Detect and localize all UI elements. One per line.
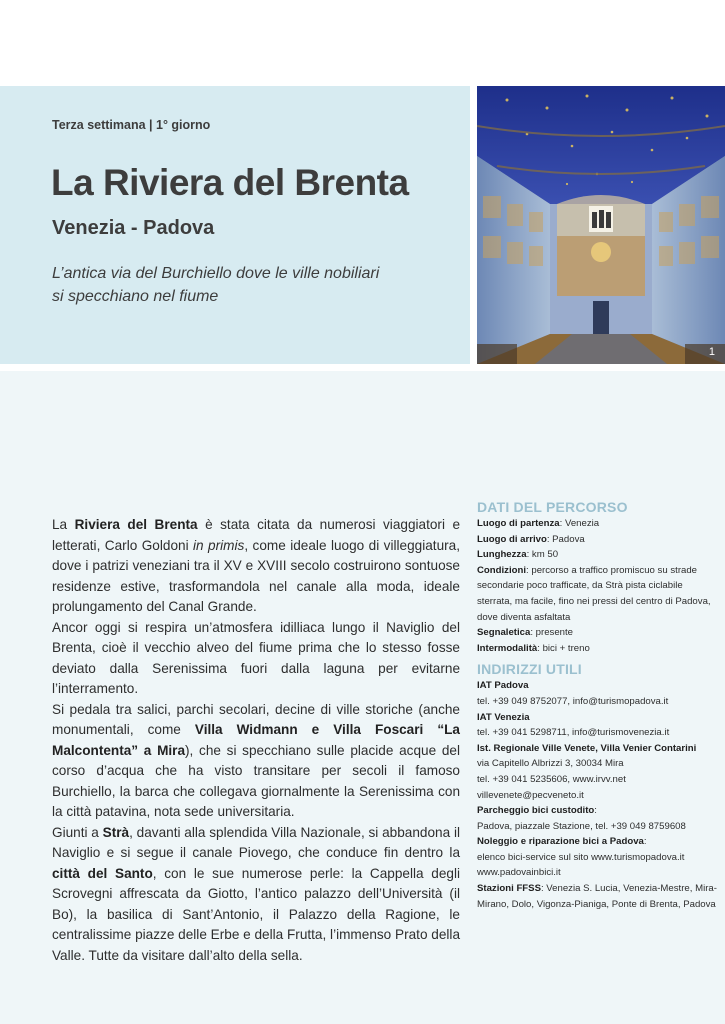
text-run: ), che si specchiano sulle placide acque del corso d’acqua che ha visto transitare per secoli il famoso Burchiello, la barca che collegava giornalmente la Serenissima con la città patavina, nota sede universitaria. xyxy=(52,742,460,819)
irvv-email: villevenete@pecveneto.it xyxy=(477,789,584,801)
week-day-label: Terza settimana | 1° giorno xyxy=(52,118,211,132)
text-run: è stata citata da numerosi viaggiatori e letterati, Carlo Goldoni xyxy=(52,517,461,553)
page-title: La Riviera del Brenta xyxy=(51,162,409,203)
route-label: Lunghezza xyxy=(477,549,527,561)
route-value: : km 50 xyxy=(526,549,559,561)
rental-label: Noleggio e riparazione bici a Padova xyxy=(477,836,644,848)
iat-padova-title: IAT Padova xyxy=(477,680,529,692)
route-value: : Venezia xyxy=(559,518,600,529)
bold-run: città del Santo xyxy=(52,865,153,881)
irvv-title: Ist. Regionale Ville Venete, Villa Venier Contarini xyxy=(477,742,697,754)
route-intermodality xyxy=(477,641,717,657)
parking-label: Parcheggio bici custodito xyxy=(477,805,595,817)
iat-venezia-title: IAT Venezia xyxy=(477,711,530,723)
route-end xyxy=(477,532,717,548)
paragraph-4 xyxy=(52,823,460,967)
route-label: Luogo di arrivo xyxy=(477,533,547,545)
route-subtitle: Venezia - Padova xyxy=(52,217,215,239)
bike-rental xyxy=(477,834,717,850)
stations-info: : Venezia S. Lucia, Venezia-Mestre, Mira-Mirano, Dolo, Vigonza-Pianiga, Ponte di Brenta, Padova xyxy=(477,883,717,910)
parking-colon: : xyxy=(594,805,597,817)
route-value: : percorso a traffico promiscuo su strade secondarie poco trafficate, da Strà pista ciclabile sterrata, ma facile, fino nei pressi del centro di Padova, dove diventa asfaltata xyxy=(477,564,711,623)
route-label: Intermodalità xyxy=(477,642,538,654)
text-run: , come ideale luogo di villeggiatura, dove i patrizi veneziani tra il XV e XVIII secolo costruirono sontuose residenze estive, trasformandola nel canale alla moda, ideale prolungamento del Canal Grande. xyxy=(52,537,460,614)
bike-parking-info: Padova, piazzale Stazione, tel. +39 049 8759608 xyxy=(477,820,686,832)
tagline-line-1: L’antica via del Burchiello dove le ville nobiliari xyxy=(52,265,380,282)
route-value: : Padova xyxy=(546,533,585,545)
photo-number: 1 xyxy=(708,346,715,358)
route-label: Condizioni xyxy=(477,564,527,576)
paragraph-3 xyxy=(52,700,460,823)
text-run: La xyxy=(52,517,75,532)
tagline xyxy=(52,262,432,308)
route-length xyxy=(477,547,717,563)
iat-venezia-contact: tel. +39 041 5298711, info@turismovenezia.it xyxy=(477,727,670,739)
route-conditions xyxy=(477,563,717,625)
irvv-phone: tel. +39 041 5235606, www.irvv.net xyxy=(477,773,626,785)
bike-rental-site: www.padovainbici.it xyxy=(477,867,561,879)
bike-rental-info: elenco bici-service sul sito www.turismopadova.it xyxy=(477,851,685,863)
rental-colon: : xyxy=(643,836,647,848)
italic-run: in primis xyxy=(193,537,245,553)
paragraph-1 xyxy=(52,515,460,618)
route-signage xyxy=(477,625,717,641)
iat-padova-contact: tel. +39 049 8752077, info@turismopadova.it xyxy=(477,695,669,707)
text-run: , con le sue numerose perle: la Cappella degli Scrovegni affrescata da Giotto, l’antico palazzo dell’Università (il Bo), la basilica di Sant’Antonio, il Palazzo della Ragione, le centralissime piazze delle Erbe e della Frutta, l’immenso Prato della Valle. Tutte da visitare dall’alto della sella. xyxy=(52,865,460,963)
entrance-door xyxy=(593,301,609,334)
route-start xyxy=(477,516,717,532)
text-run: Giunti a xyxy=(52,824,103,840)
bold-run: Strà xyxy=(102,824,130,840)
route-label: Segnaletica xyxy=(477,627,531,639)
bold-run: Villa Widmann e Villa Foscari “La Malcontenta” a Mira xyxy=(52,722,460,758)
route-value: : presente xyxy=(530,627,573,639)
info-sidebar xyxy=(477,498,717,912)
irvv-address: via Capitello Albrizzi 3, 30034 Mira xyxy=(477,758,624,770)
paragraph-2: Ancor oggi si respira un’atmosfera idilliaca lungo il Naviglio del Brenta, cioè il vecchio alveo del fiume prima che lo stesso fosse deviato dalla Serenissima fuori dalla laguna per evitarne l’interramento. xyxy=(52,619,460,696)
chapel-illustration xyxy=(477,86,725,364)
text-run: Si pedala tra salici, parchi secolari, decine di ville storiche (anche monumentali, come xyxy=(52,701,460,737)
tagline-line-2: si specchiano nel fiume xyxy=(52,288,219,305)
bold-run: Riviera del Brenta xyxy=(74,517,198,532)
chapel-fresco-photo xyxy=(477,86,725,364)
bike-parking xyxy=(477,803,717,819)
train-stations xyxy=(477,881,717,912)
route-label: Luogo di partenza xyxy=(477,518,560,529)
stations-label: Stazioni FFSS xyxy=(477,883,541,895)
main-article xyxy=(52,515,460,966)
route-value: : bici + treno xyxy=(537,642,590,654)
useful-addresses-heading: INDIRIZZI UTILI xyxy=(477,661,582,678)
route-data-heading: DATI DEL PERCORSO xyxy=(477,499,628,515)
text-run: , davanti alla splendida Villa Nazionale, si abbandona il Naviglio e si segue il canale Piovego, che conduce fin dentro la xyxy=(52,824,460,860)
